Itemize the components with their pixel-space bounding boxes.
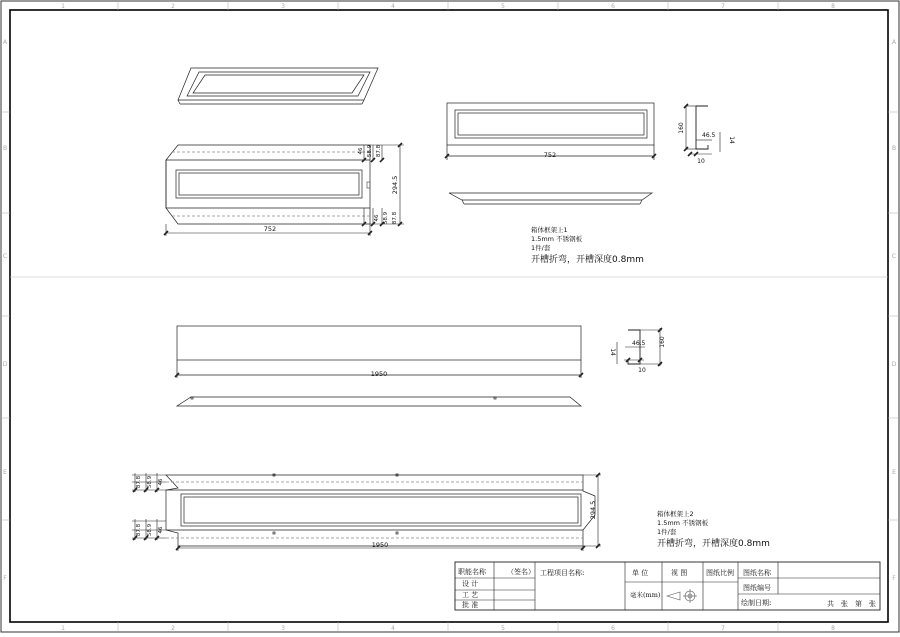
tb-sheet-total: 共 bbox=[827, 600, 834, 608]
col-label-7-bottom: 7 bbox=[721, 625, 725, 632]
col-label-6: 6 bbox=[611, 3, 615, 10]
section-profile-2 bbox=[609, 328, 666, 374]
dim-bottom-58: 58.9 bbox=[383, 211, 389, 225]
tb-sheet-unit: 张 bbox=[869, 600, 876, 608]
section-profile-1 bbox=[678, 104, 735, 165]
row-label-a: A bbox=[2, 39, 8, 46]
row-label-c: C bbox=[2, 253, 8, 260]
tb-drawing-number-label: 图纸编号 bbox=[743, 584, 771, 592]
row-label-b-right: B bbox=[891, 145, 897, 152]
tb-sheet-no: 第 bbox=[855, 600, 862, 608]
tb-role-header: 职能名称 bbox=[458, 568, 486, 576]
row-label-f-right: F bbox=[892, 575, 896, 582]
iso-view-frame-1 bbox=[178, 68, 378, 104]
row-label-a-right: A bbox=[891, 39, 897, 46]
tb-unit-value: 毫米(mm) bbox=[630, 591, 661, 599]
col-label-2-bottom: 2 bbox=[171, 625, 175, 632]
col-label-8-bottom: 8 bbox=[831, 625, 835, 632]
dim-bottom-46: 46 bbox=[374, 214, 380, 222]
row-label-c-right: C bbox=[891, 253, 897, 260]
tb-sheet-of: 张 bbox=[841, 600, 848, 608]
flat-pattern-1 bbox=[166, 145, 370, 224]
dim-f2-top-87: 87.8 bbox=[136, 475, 142, 489]
flat-pattern-2-dims bbox=[132, 473, 601, 551]
note-block-1 bbox=[531, 225, 644, 265]
dim-front-752: 752 bbox=[543, 151, 557, 159]
flat-pattern-1-dims bbox=[164, 143, 404, 236]
row-label-d-right: D bbox=[891, 361, 897, 368]
tb-date-label: 绘制日期: bbox=[741, 599, 772, 607]
sec1-dim-14: 14 bbox=[728, 136, 735, 144]
dim-f2-bot-46: 46 bbox=[158, 526, 164, 534]
dim-top-46: 46 bbox=[358, 147, 364, 155]
sec1-dim-46: 46.5 bbox=[702, 132, 716, 139]
col-label-3-bottom: 3 bbox=[281, 625, 285, 632]
dim-f2-top-58: 58.9 bbox=[147, 475, 153, 489]
dim-height-294: 294.5 bbox=[391, 175, 399, 195]
note2-quantity: 1件/套 bbox=[657, 528, 677, 536]
sec2-dim-46: 46.5 bbox=[632, 340, 646, 347]
tb-craft: 工 艺 bbox=[462, 591, 479, 599]
col-label-4-bottom: 4 bbox=[391, 625, 395, 632]
col-label-5-bottom: 5 bbox=[501, 625, 505, 632]
row-label-e: E bbox=[3, 469, 7, 476]
bottom-view-1 bbox=[449, 193, 652, 204]
tb-sign-header: （签名） bbox=[507, 568, 535, 576]
tb-design: 设 计 bbox=[462, 580, 479, 588]
tb-scale-label: 图纸比例 bbox=[706, 569, 734, 577]
dim-front-1950: 1950 bbox=[370, 370, 388, 378]
dim-f2-top-46: 46 bbox=[158, 478, 164, 486]
note1-process: 开槽折弯，开槽深度0.8mm bbox=[531, 255, 644, 265]
sec2-dim-14: 14 bbox=[609, 348, 616, 356]
col-label-6-bottom: 6 bbox=[611, 625, 615, 632]
col-label-8: 8 bbox=[831, 3, 835, 10]
note1-name: 箱体框架上1 bbox=[531, 226, 568, 234]
sec2-dim-160: 160 bbox=[659, 336, 666, 348]
note2-name: 箱体框架上2 bbox=[657, 510, 694, 518]
note-block-2 bbox=[657, 509, 770, 549]
col-label-7: 7 bbox=[721, 3, 725, 10]
sec1-dim-10: 10 bbox=[697, 158, 705, 165]
flat-pattern-2 bbox=[166, 474, 595, 546]
projection-symbol-icon bbox=[667, 589, 697, 603]
dim-flat-294: 294.5 bbox=[589, 500, 597, 520]
dim-bottom-87: 87.8 bbox=[392, 211, 398, 225]
col-label-1-bottom: 1 bbox=[61, 625, 65, 632]
sec1-dim-160: 160 bbox=[678, 122, 685, 134]
tb-unit-label: 单 位 bbox=[632, 569, 649, 577]
dim-f2-bot-58: 58.9 bbox=[147, 523, 153, 537]
row-label-f: F bbox=[3, 575, 7, 582]
tb-approve: 批 准 bbox=[462, 601, 479, 609]
note1-material: 1.5mm 不锈钢板 bbox=[531, 235, 583, 243]
row-label-d: D bbox=[2, 361, 8, 368]
note1-quantity: 1件/套 bbox=[531, 244, 551, 252]
dim-f2-bot-87: 87.8 bbox=[136, 523, 142, 537]
tb-view-label: 视 图 bbox=[671, 569, 688, 577]
dim-top-58: 58.9 bbox=[367, 144, 373, 158]
bottom-view-2 bbox=[177, 397, 581, 406]
tb-project-label: 工程项目名称: bbox=[540, 569, 585, 577]
tb-drawing-name-label: 图纸名称 bbox=[743, 569, 771, 577]
sec2-dim-10: 10 bbox=[638, 367, 646, 374]
dim-width-752: 752 bbox=[263, 225, 277, 233]
col-label-4: 4 bbox=[391, 3, 395, 10]
col-label-3: 3 bbox=[281, 3, 285, 10]
row-label-e-right: E bbox=[892, 469, 896, 476]
col-label-2: 2 bbox=[171, 3, 175, 10]
dim-flat-1950: 1950 bbox=[371, 541, 389, 549]
dim-top-87: 87.8 bbox=[376, 144, 382, 158]
front-view-2 bbox=[175, 326, 583, 378]
col-label-1: 1 bbox=[61, 3, 65, 10]
row-label-b: B bbox=[2, 145, 8, 152]
col-label-5: 5 bbox=[501, 3, 505, 10]
title-block bbox=[455, 562, 880, 610]
note2-process: 开槽折弯，开槽深度0.8mm bbox=[657, 539, 770, 549]
note2-material: 1.5mm 不锈钢板 bbox=[657, 519, 709, 527]
front-view-1 bbox=[445, 103, 656, 160]
